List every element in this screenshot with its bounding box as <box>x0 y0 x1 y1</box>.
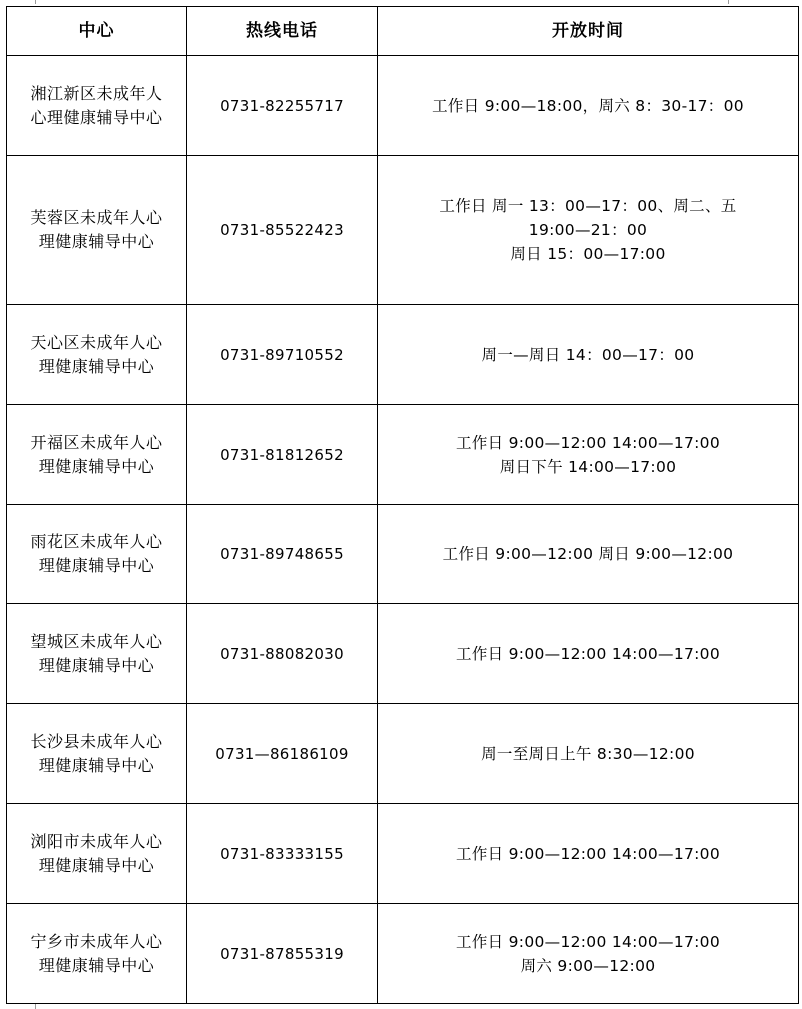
hours-cell <box>378 156 799 305</box>
center-cell <box>7 904 187 1004</box>
table-row <box>7 904 799 1004</box>
center-cell <box>7 156 187 305</box>
hotline-table <box>6 6 799 1004</box>
table-row <box>7 56 799 156</box>
hours-line: 工作日 9:00—12:00 14:00—17:00 <box>456 433 720 452</box>
phone-number: 0731-83333155 <box>220 844 344 863</box>
phone-cell <box>187 804 378 904</box>
center-cell <box>7 604 187 704</box>
center-name: 雨花区未成年人心理健康辅导中心 <box>30 532 163 575</box>
header-hours: 开放时间 <box>378 7 799 56</box>
hours-cell <box>378 405 799 505</box>
hours-line: 周六 9:00—12:00 <box>520 956 656 975</box>
hours-cell <box>378 56 799 156</box>
center-name: 芙蓉区未成年人心理健康辅导中心 <box>30 208 163 251</box>
hours-line: 工作日 9:00—12:00 14:00—17:00 <box>456 644 720 663</box>
table-row <box>7 505 799 604</box>
center-name: 浏阳市未成年人心理健康辅导中心 <box>30 831 163 875</box>
hours-line: 周日 15：00—17:00 <box>510 245 666 263</box>
table-row <box>7 604 799 704</box>
hours-line: 工作日 9:00—18:00，周六 8：30-17：00 <box>432 96 744 115</box>
hours-cell <box>378 604 799 704</box>
center-cell <box>7 56 187 156</box>
page-corner-mark-top-right <box>728 0 729 4</box>
center-name: 望城区未成年人心理健康辅导中心 <box>30 631 163 675</box>
phone-cell <box>187 604 378 704</box>
hours-cell <box>378 704 799 804</box>
center-cell <box>7 405 187 505</box>
header-center: 中心 <box>7 7 187 56</box>
center-cell <box>7 305 187 405</box>
page-corner-mark-top-left <box>35 0 36 4</box>
phone-number: 0731-81812652 <box>220 445 344 464</box>
hours-line: 工作日 9:00—12:00 14:00—17:00 <box>456 844 720 863</box>
phone-number: 0731-89748655 <box>220 545 344 563</box>
phone-cell <box>187 405 378 505</box>
hours-cell <box>378 505 799 604</box>
phone-number: 0731—86186109 <box>215 744 349 763</box>
hours-line: 周一—周日 14：00—17：00 <box>481 345 695 364</box>
center-name: 开福区未成年人心理健康辅导中心 <box>30 432 163 476</box>
table-row <box>7 804 799 904</box>
page-corner-mark-bottom-left <box>35 1004 36 1009</box>
center-cell <box>7 804 187 904</box>
phone-number: 0731-85522423 <box>220 221 344 239</box>
hours-line: 周一至周日上午 8:30—12:00 <box>481 744 695 763</box>
center-name: 天心区未成年人心理健康辅导中心 <box>30 332 163 376</box>
center-name: 湘江新区未成年人心理健康辅导中心 <box>30 83 163 127</box>
phone-number: 0731-87855319 <box>220 944 344 963</box>
table-row <box>7 305 799 405</box>
phone-cell <box>187 704 378 804</box>
phone-number: 0731-88082030 <box>220 644 344 663</box>
center-name: 宁乡市未成年人心理健康辅导中心 <box>30 931 163 975</box>
phone-cell <box>187 305 378 405</box>
phone-cell <box>187 56 378 156</box>
table-row <box>7 704 799 804</box>
phone-number: 0731-89710552 <box>220 345 344 364</box>
hours-line: 19:00—21：00 <box>528 221 648 239</box>
phone-cell <box>187 904 378 1004</box>
hours-line: 工作日 周一 13：00—17：00、周二、五 <box>439 197 737 215</box>
header-phone: 热线电话 <box>187 7 378 56</box>
header-row <box>7 7 799 56</box>
phone-number: 0731-82255717 <box>220 96 344 115</box>
center-cell <box>7 704 187 804</box>
center-name: 长沙县未成年人心理健康辅导中心 <box>30 731 163 775</box>
hours-cell <box>378 804 799 904</box>
hours-cell <box>378 904 799 1004</box>
hours-cell <box>378 305 799 405</box>
hours-line: 工作日 9:00—12:00 14:00—17:00 <box>456 932 720 951</box>
table-row <box>7 156 799 305</box>
hours-line: 工作日 9:00—12:00 周日 9:00—12:00 <box>442 545 734 563</box>
table-row <box>7 405 799 505</box>
center-cell <box>7 505 187 604</box>
phone-cell <box>187 505 378 604</box>
phone-cell <box>187 156 378 305</box>
hours-line: 周日下午 14:00—17:00 <box>499 457 677 476</box>
